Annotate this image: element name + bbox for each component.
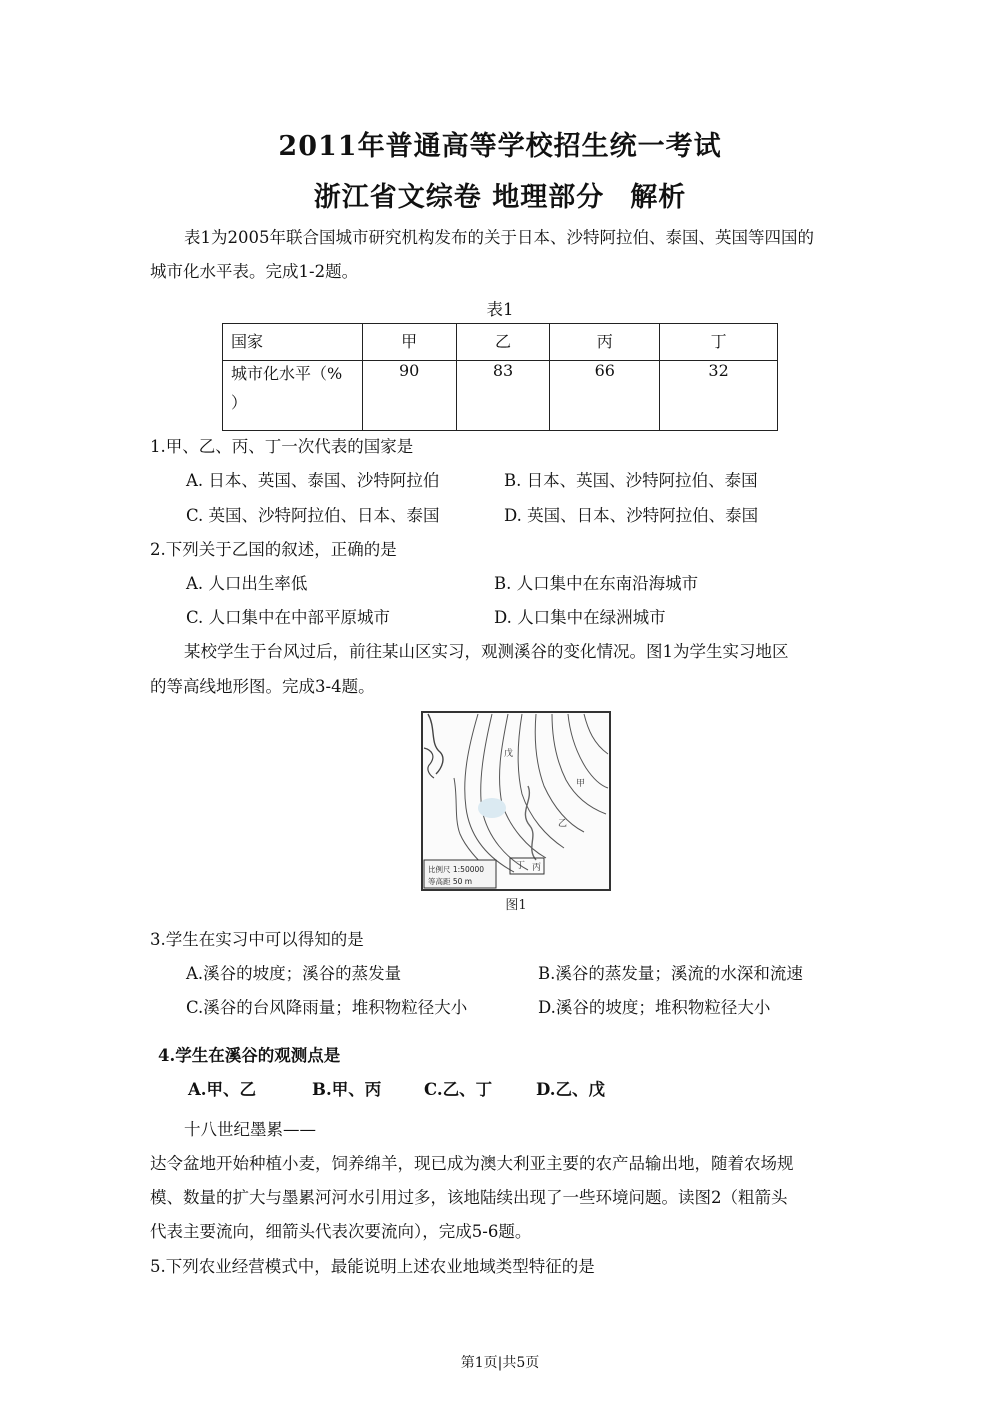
q4-stem: 4.学生在溪谷的观测点是 xyxy=(158,1046,341,1065)
figure-caption: 图1 xyxy=(505,898,527,913)
q5-stem: 5.下列农业经营模式中，最能说明上述农业地域类型特征的是 xyxy=(150,1257,595,1276)
table-row xyxy=(223,361,778,431)
map-label-wu: 戊 xyxy=(504,749,514,759)
q3-option-c: C.溪谷的台风降雨量；堆积物粒径大小 xyxy=(186,998,468,1017)
intro-paragraph-3-line-1: 十八世纪墨累—— xyxy=(184,1120,316,1139)
table-cell: 83 xyxy=(456,361,550,431)
q4-option-a: A.甲、乙 xyxy=(188,1080,257,1099)
q1-option-d: D. 英国、日本、沙特阿拉伯、泰国 xyxy=(504,506,759,525)
map-label-yi: 乙 xyxy=(558,819,568,829)
q2-option-c: C. 人口集中在中部平原城市 xyxy=(186,608,391,627)
map-scale: 比例尺 1:50000 xyxy=(428,865,485,874)
q3-option-b: B.溪谷的蒸发量；溪流的水深和流速 xyxy=(538,964,803,983)
intro-paragraph-3-line-3: 模、数量的扩大与墨累河河水引用过多，该地陆续出现了一些环境问题。读图2（粗箭头 xyxy=(150,1188,788,1207)
q2-option-d: D. 人口集中在绿洲城市 xyxy=(494,608,666,627)
subtitle-main: 浙江省文综卷 地理部分 xyxy=(313,182,605,213)
table-header-cell: 丁 xyxy=(660,324,778,361)
q2-option-a: A. 人口出生率低 xyxy=(186,574,308,593)
q4-option-d: D.乙、戊 xyxy=(536,1080,605,1099)
q1-option-a: A. 日本、英国、泰国、沙特阿拉伯 xyxy=(186,471,440,490)
map-label-bing: 丙 xyxy=(532,863,542,873)
table-header-cell: 乙 xyxy=(456,324,550,361)
table-cell: 90 xyxy=(362,361,456,431)
q1-option-b: B. 日本、英国、沙特阿拉伯、泰国 xyxy=(504,471,758,490)
q2-option-b: B. 人口集中在东南沿海城市 xyxy=(494,574,699,593)
q2-stem: 2.下列关于乙国的叙述，正确的是 xyxy=(150,540,397,559)
q1-stem: 1.甲、乙、丙、丁一次代表的国家是 xyxy=(150,437,414,456)
table-header-cell: 甲 xyxy=(362,324,456,361)
table-header-cell: 丙 xyxy=(550,324,660,361)
contour-map-figure xyxy=(418,708,614,918)
intro-paragraph-1-line-1: 表1为2005年联合国城市研究机构发布的关于日本、沙特阿拉伯、泰国、英国等四国的 xyxy=(184,228,814,247)
q4-option-c: C.乙、丁 xyxy=(424,1080,493,1099)
page-footer: 第1页|共5页 xyxy=(460,1355,540,1371)
intro-paragraph-1-line-2: 城市化水平表。完成1-2题。 xyxy=(150,262,359,281)
q1-option-c: C. 英国、沙特阿拉伯、日本、泰国 xyxy=(186,506,440,525)
table-row-label xyxy=(223,361,363,431)
row-label-line-2: ） xyxy=(231,393,248,412)
q4-option-b: B.甲、丙 xyxy=(312,1080,382,1099)
exam-subtitle xyxy=(0,175,1000,214)
row-label-line-1: 城市化水平（% xyxy=(231,364,343,383)
map-label-jia: 甲 xyxy=(576,779,586,789)
q3-stem: 3.学生在实习中可以得知的是 xyxy=(150,930,364,949)
intro-paragraph-3-line-2: 达令盆地开始种植小麦，饲养绵羊，现已成为澳大利亚主要的农产品输出地，随着农场规 xyxy=(150,1154,794,1173)
table-header-cell: 国家 xyxy=(223,324,363,361)
q3-option-a: A.溪谷的坡度；溪谷的蒸发量 xyxy=(186,964,402,983)
table-caption: 表1 xyxy=(486,300,514,319)
exam-title: 2011年普通高等学校招生统一考试 xyxy=(278,131,722,162)
table-cell: 66 xyxy=(550,361,660,431)
intro-paragraph-3-line-4: 代表主要流向，细箭头代表次要流向），完成5-6题。 xyxy=(150,1222,532,1241)
table-header-row xyxy=(223,324,778,361)
map-contour-interval: 等高距 50 m xyxy=(428,877,473,886)
table-cell: 32 xyxy=(660,361,778,431)
intro-paragraph-2-line-2: 的等高线地形图。完成3-4题。 xyxy=(150,677,375,696)
q3-option-d: D.溪谷的坡度；堆积物粒径大小 xyxy=(538,998,771,1017)
map-label-ding: 丁 xyxy=(516,861,526,871)
urbanization-table xyxy=(222,323,778,431)
intro-paragraph-2-line-1: 某校学生于台风过后，前往某山区实习，观测溪谷的变化情况。图1为学生实习地区 xyxy=(184,642,789,661)
subtitle-analysis: 解析 xyxy=(630,182,687,213)
water-area xyxy=(478,798,506,818)
